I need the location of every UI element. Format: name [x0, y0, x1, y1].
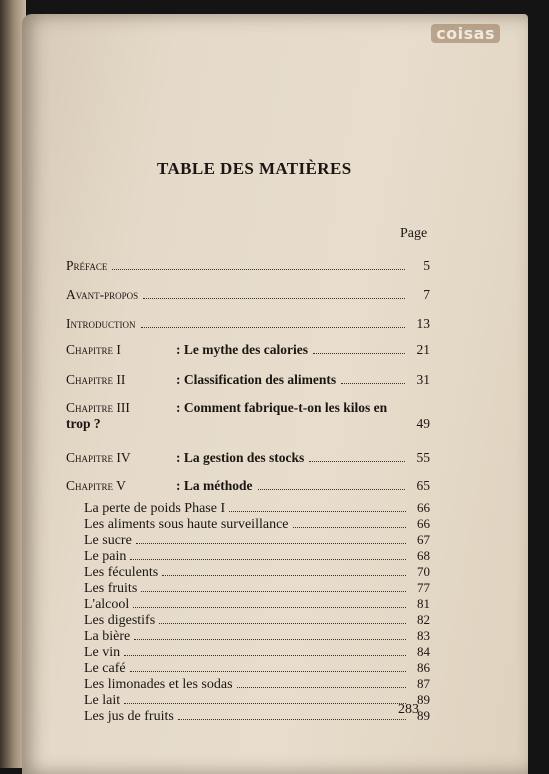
section-page: 70 — [417, 564, 430, 579]
section-label: La bière — [84, 629, 131, 644]
dot-leader — [136, 543, 406, 544]
dot-leader — [124, 703, 406, 704]
toc-chapter-4 — [66, 450, 430, 466]
page-column-header: Page — [400, 226, 428, 241]
chapter-label: Chapitre III — [66, 400, 130, 415]
toc-chapter-3-cont — [66, 416, 430, 432]
section-label: Les jus de fruits — [84, 709, 174, 724]
section-label: La perte de poids Phase I — [84, 501, 226, 516]
dot-leader — [141, 327, 406, 328]
chapter-title-continued: trop ? — [66, 416, 101, 431]
section-page: 66 — [417, 500, 430, 515]
chapter-label: Chapitre IV — [66, 450, 131, 465]
toc-chapter-2 — [66, 372, 430, 388]
dot-leader — [258, 489, 406, 490]
section-label: Les limonades et les sodas — [84, 677, 233, 692]
dot-leader — [293, 527, 407, 528]
section-page: 83 — [417, 628, 430, 643]
entry-label: Avant-propos — [66, 287, 139, 302]
section-page: 66 — [417, 516, 430, 531]
entry-page: 21 — [416, 342, 430, 357]
section-page: 84 — [417, 644, 430, 659]
watermark-logo: coisas — [431, 24, 500, 43]
entry-page: 65 — [416, 478, 430, 493]
toc-entry-introduction — [66, 316, 430, 332]
section-page: 82 — [417, 612, 430, 627]
chapter-title: : Classification des aliments — [176, 372, 337, 387]
entry-page: 31 — [416, 372, 430, 387]
toc-section — [84, 596, 430, 613]
toc-entry-preface — [66, 258, 430, 274]
dot-leader — [237, 687, 406, 688]
chapter-label: Chapitre I — [66, 342, 121, 357]
dot-leader — [112, 269, 405, 270]
dot-leader — [124, 655, 406, 656]
section-label: Le sucre — [84, 533, 132, 548]
dot-leader — [229, 511, 406, 512]
dot-leader — [141, 591, 406, 592]
section-label: Le pain — [84, 549, 127, 564]
dot-leader — [313, 353, 405, 354]
entry-page: 7 — [423, 287, 430, 302]
section-label: Les féculents — [84, 565, 159, 580]
toc-section — [84, 708, 430, 725]
toc-section — [84, 660, 430, 677]
toc-chapter-5 — [66, 478, 430, 494]
toc-section — [84, 548, 430, 565]
toc-chapter-3 — [66, 400, 430, 416]
dot-leader — [130, 559, 406, 560]
section-page: 86 — [417, 660, 430, 675]
section-page: 89 — [417, 708, 430, 723]
chapter-title: : La gestion des stocks — [176, 450, 305, 465]
dot-leader — [341, 383, 405, 384]
toc-section — [84, 564, 430, 581]
section-label: Les aliments sous haute surveillance — [84, 517, 289, 532]
section-page: 87 — [417, 676, 430, 691]
section-label: Les digestifs — [84, 613, 156, 628]
section-page: 81 — [417, 596, 430, 611]
toc-chapter-1 — [66, 342, 430, 358]
toc-section — [84, 516, 430, 533]
entry-page: 5 — [423, 258, 430, 273]
dot-leader — [309, 461, 405, 462]
book-page — [22, 14, 528, 774]
dot-leader — [134, 639, 406, 640]
toc-section — [84, 644, 430, 661]
chapter-label: Chapitre V — [66, 478, 126, 493]
entry-page: 49 — [416, 416, 430, 431]
section-page: 89 — [417, 692, 430, 707]
toc-entry-avant-propos — [66, 287, 430, 303]
folio-page-number: 283 — [398, 702, 419, 717]
page-title: TABLE DES MATIÈRES — [157, 159, 352, 178]
section-page: 67 — [417, 532, 430, 547]
dot-leader — [133, 607, 406, 608]
dot-leader — [162, 575, 406, 576]
toc-section — [84, 580, 430, 597]
dot-leader — [178, 719, 406, 720]
entry-page: 55 — [416, 450, 430, 465]
toc-section — [84, 676, 430, 693]
section-page: 68 — [417, 548, 430, 563]
chapter-label: Chapitre II — [66, 372, 126, 387]
toc-section — [84, 532, 430, 549]
section-label: Le lait — [84, 693, 121, 708]
toc-section — [84, 692, 430, 709]
section-page: 77 — [417, 580, 430, 595]
section-label: Les fruits — [84, 581, 138, 596]
chapter-title: : La méthode — [176, 478, 253, 493]
entry-label: Introduction — [66, 316, 136, 331]
entry-label: Préface — [66, 258, 108, 273]
dot-leader — [159, 623, 406, 624]
section-label: Le café — [84, 661, 126, 676]
toc-section — [84, 628, 430, 645]
toc-section — [84, 612, 430, 629]
dot-leader — [130, 671, 406, 672]
chapter-title: : Le mythe des calories — [176, 342, 308, 357]
chapter-title: : Comment fabrique-t-on les kilos en — [176, 400, 388, 415]
section-label: L'alcool — [84, 597, 130, 612]
entry-page: 13 — [416, 316, 430, 331]
dot-leader — [143, 298, 405, 299]
section-label: Le vin — [84, 645, 121, 660]
toc-section — [84, 500, 430, 517]
